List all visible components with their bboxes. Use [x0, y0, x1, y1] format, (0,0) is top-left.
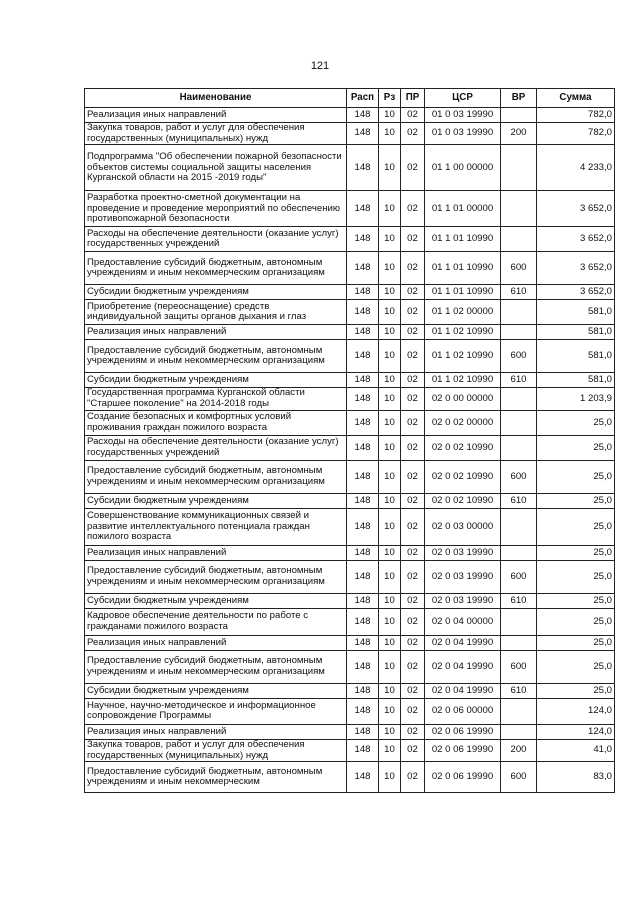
row-pr: 02	[401, 373, 425, 388]
table-row	[85, 435, 615, 460]
row-pr: 02	[401, 683, 425, 698]
row-pr: 02	[401, 123, 425, 145]
header-row	[85, 89, 615, 108]
table-row	[85, 635, 615, 650]
row-csr: 02 0 03 00000	[425, 508, 501, 545]
table-row	[85, 300, 615, 325]
row-pr: 02	[401, 410, 425, 435]
row-name: Реализация иных направлений	[85, 635, 347, 650]
row-pr: 02	[401, 493, 425, 508]
row-name: Реализация иных направлений	[85, 724, 347, 739]
row-rz: 10	[379, 560, 401, 593]
row-csr: 02 0 02 10990	[425, 460, 501, 493]
row-csr: 01 1 02 00000	[425, 300, 501, 325]
row-name: Реализация иных направлений	[85, 545, 347, 560]
row-rasp: 148	[347, 191, 379, 227]
row-pr: 02	[401, 739, 425, 761]
row-vr	[501, 388, 537, 410]
table-row	[85, 410, 615, 435]
row-rasp: 148	[347, 739, 379, 761]
row-pr: 02	[401, 300, 425, 325]
row-pr: 02	[401, 724, 425, 739]
row-name: Разработка проектно-сметной документации на проведение и проведение мероприятий по обеспечению противопожарной безопасности	[85, 191, 347, 227]
row-csr: 02 0 06 19990	[425, 739, 501, 761]
table-row	[85, 285, 615, 300]
row-name: Предоставление субсидий бюджетным, автономным учреждениям и иным некоммерческим организациям	[85, 650, 347, 683]
row-csr: 02 0 00 00000	[425, 388, 501, 410]
row-csr: 02 0 04 19990	[425, 650, 501, 683]
row-rasp: 148	[347, 493, 379, 508]
row-vr: 610	[501, 285, 537, 300]
row-pr: 02	[401, 252, 425, 285]
row-rz: 10	[379, 635, 401, 650]
row-csr: 01 1 00 00000	[425, 145, 501, 191]
row-vr: 600	[501, 560, 537, 593]
row-rasp: 148	[347, 762, 379, 793]
row-vr	[501, 108, 537, 123]
row-sum: 3 652,0	[537, 227, 615, 252]
row-rz: 10	[379, 593, 401, 608]
row-rasp: 148	[347, 435, 379, 460]
row-vr: 610	[501, 593, 537, 608]
table-row	[85, 191, 615, 227]
row-name: Реализация иных направлений	[85, 108, 347, 123]
row-csr: 01 1 01 10990	[425, 227, 501, 252]
page-number: 121	[310, 60, 330, 72]
row-sum: 25,0	[537, 435, 615, 460]
table-row	[85, 650, 615, 683]
row-pr: 02	[401, 227, 425, 252]
row-vr	[501, 191, 537, 227]
table-row	[85, 508, 615, 545]
row-sum: 581,0	[537, 325, 615, 340]
table-row	[85, 593, 615, 608]
table-row	[85, 698, 615, 724]
row-rz: 10	[379, 373, 401, 388]
table-row	[85, 123, 615, 145]
table-row	[85, 340, 615, 373]
table-row	[85, 762, 615, 793]
row-name: Субсидии бюджетным учреждениям	[85, 593, 347, 608]
row-sum: 782,0	[537, 123, 615, 145]
row-name: Научное, научно-методическое и информационное сопровождение Программы	[85, 698, 347, 724]
row-pr: 02	[401, 145, 425, 191]
row-rz: 10	[379, 608, 401, 635]
row-rasp: 148	[347, 123, 379, 145]
row-rz: 10	[379, 145, 401, 191]
row-pr: 02	[401, 191, 425, 227]
row-sum: 581,0	[537, 300, 615, 325]
table-row	[85, 724, 615, 739]
row-vr: 200	[501, 739, 537, 761]
row-vr	[501, 300, 537, 325]
row-vr	[501, 508, 537, 545]
row-rasp: 148	[347, 508, 379, 545]
row-sum: 581,0	[537, 340, 615, 373]
row-rz: 10	[379, 123, 401, 145]
row-name: Субсидии бюджетным учреждениям	[85, 285, 347, 300]
row-vr: 600	[501, 460, 537, 493]
row-sum: 782,0	[537, 108, 615, 123]
row-vr: 600	[501, 252, 537, 285]
row-sum: 3 652,0	[537, 285, 615, 300]
row-rasp: 148	[347, 560, 379, 593]
row-vr: 610	[501, 373, 537, 388]
row-csr: 02 0 06 19990	[425, 724, 501, 739]
row-csr: 01 1 01 10990	[425, 285, 501, 300]
row-name: Закупка товаров, работ и услуг для обеспечения государственных (муниципальных) нужд	[85, 739, 347, 761]
row-rasp: 148	[347, 635, 379, 650]
row-csr: 02 0 03 19990	[425, 560, 501, 593]
table-row	[85, 373, 615, 388]
row-pr: 02	[401, 108, 425, 123]
row-csr: 02 0 06 00000	[425, 698, 501, 724]
row-name: Предоставление субсидий бюджетным, автономным учреждениям и иным некоммерческим	[85, 762, 347, 793]
row-sum: 4 233,0	[537, 145, 615, 191]
row-csr: 02 0 03 19990	[425, 545, 501, 560]
row-rz: 10	[379, 252, 401, 285]
row-rz: 10	[379, 191, 401, 227]
row-vr	[501, 325, 537, 340]
row-rasp: 148	[347, 724, 379, 739]
row-rz: 10	[379, 739, 401, 761]
row-sum: 25,0	[537, 460, 615, 493]
header-csr: ЦСР	[425, 89, 501, 108]
row-csr: 01 1 01 00000	[425, 191, 501, 227]
header-sum: Сумма	[537, 89, 615, 108]
row-sum: 25,0	[537, 410, 615, 435]
row-pr: 02	[401, 508, 425, 545]
row-pr: 02	[401, 698, 425, 724]
row-rasp: 148	[347, 388, 379, 410]
row-rasp: 148	[347, 593, 379, 608]
row-name: Совершенствование коммуникационных связей и развитие интеллектуального потенциала граждан пожилого возраста	[85, 508, 347, 545]
row-name: Создание безопасных и комфортных условий проживания граждан пожилого возраста	[85, 410, 347, 435]
row-rasp: 148	[347, 545, 379, 560]
row-vr	[501, 435, 537, 460]
row-rasp: 148	[347, 698, 379, 724]
row-vr	[501, 545, 537, 560]
row-rz: 10	[379, 227, 401, 252]
row-name: Расходы на обеспечение деятельности (оказание услуг) государственных учреждений	[85, 227, 347, 252]
row-vr: 600	[501, 650, 537, 683]
row-rasp: 148	[347, 373, 379, 388]
row-rz: 10	[379, 108, 401, 123]
row-csr: 01 1 02 10990	[425, 373, 501, 388]
row-sum: 25,0	[537, 560, 615, 593]
row-sum: 25,0	[537, 683, 615, 698]
row-rasp: 148	[347, 410, 379, 435]
table-body	[85, 108, 615, 793]
row-name: Предоставление субсидий бюджетным, автономным учреждениям и иным некоммерческим организациям	[85, 560, 347, 593]
row-pr: 02	[401, 762, 425, 793]
row-sum: 1 203,9	[537, 388, 615, 410]
row-sum: 41,0	[537, 739, 615, 761]
row-pr: 02	[401, 545, 425, 560]
row-name: Предоставление субсидий бюджетным, автономным учреждениям и иным некоммерческим организациям	[85, 252, 347, 285]
row-rasp: 148	[347, 683, 379, 698]
row-vr	[501, 608, 537, 635]
table-header	[85, 89, 615, 108]
row-rz: 10	[379, 493, 401, 508]
row-sum: 25,0	[537, 545, 615, 560]
row-vr	[501, 410, 537, 435]
row-rasp: 148	[347, 300, 379, 325]
row-csr: 02 0 03 19990	[425, 593, 501, 608]
row-rz: 10	[379, 724, 401, 739]
row-sum: 3 652,0	[537, 252, 615, 285]
header-pr: ПР	[401, 89, 425, 108]
row-rasp: 148	[347, 108, 379, 123]
row-rasp: 148	[347, 650, 379, 683]
row-vr	[501, 145, 537, 191]
header-rz: Рз	[379, 89, 401, 108]
row-name: Приобретение (переоснащение) средств индивидуальной защиты органов дыхания и глаз	[85, 300, 347, 325]
row-name: Предоставление субсидий бюджетным, автономным учреждениям и иным некоммерческим организациям	[85, 340, 347, 373]
row-rz: 10	[379, 698, 401, 724]
row-vr: 200	[501, 123, 537, 145]
row-vr	[501, 227, 537, 252]
row-rasp: 148	[347, 227, 379, 252]
row-sum: 25,0	[537, 650, 615, 683]
row-rz: 10	[379, 435, 401, 460]
table-row	[85, 683, 615, 698]
row-rasp: 148	[347, 608, 379, 635]
row-rz: 10	[379, 410, 401, 435]
row-pr: 02	[401, 635, 425, 650]
table-row	[85, 460, 615, 493]
row-vr	[501, 635, 537, 650]
row-csr: 01 1 01 10990	[425, 252, 501, 285]
row-rz: 10	[379, 460, 401, 493]
row-vr: 600	[501, 340, 537, 373]
row-sum: 124,0	[537, 698, 615, 724]
row-rz: 10	[379, 285, 401, 300]
row-name: Кадровое обеспечение деятельности по работе с гражданами пожилого возраста	[85, 608, 347, 635]
row-name: Субсидии бюджетным учреждениям	[85, 683, 347, 698]
row-rz: 10	[379, 762, 401, 793]
row-sum: 25,0	[537, 635, 615, 650]
row-sum: 581,0	[537, 373, 615, 388]
row-csr: 02 0 06 19990	[425, 762, 501, 793]
row-pr: 02	[401, 650, 425, 683]
table-row	[85, 108, 615, 123]
header-rasp: Расп	[347, 89, 379, 108]
table-row	[85, 145, 615, 191]
row-rz: 10	[379, 300, 401, 325]
row-rasp: 148	[347, 252, 379, 285]
row-pr: 02	[401, 285, 425, 300]
row-sum: 83,0	[537, 762, 615, 793]
row-rz: 10	[379, 325, 401, 340]
row-vr: 610	[501, 683, 537, 698]
row-name: Предоставление субсидий бюджетным, автономным учреждениям и иным некоммерческим организациям	[85, 460, 347, 493]
table-row	[85, 227, 615, 252]
row-name: Государственная программа Курганской области "Старшее поколение" на 2014-2018 годы	[85, 388, 347, 410]
row-csr: 01 0 03 19990	[425, 123, 501, 145]
row-vr: 600	[501, 762, 537, 793]
row-csr: 02 0 02 10990	[425, 435, 501, 460]
row-pr: 02	[401, 388, 425, 410]
row-pr: 02	[401, 593, 425, 608]
table-row	[85, 608, 615, 635]
row-pr: 02	[401, 560, 425, 593]
row-rasp: 148	[347, 145, 379, 191]
header-vr: ВР	[501, 89, 537, 108]
header-name: Наименование	[85, 89, 347, 108]
row-sum: 25,0	[537, 593, 615, 608]
row-pr: 02	[401, 460, 425, 493]
table-row	[85, 252, 615, 285]
row-name: Подпрограмма "Об обеспечении пожарной безопасности объектов системы социальной защиты населения Курганской области на 2015 -2019 годы"	[85, 145, 347, 191]
row-name: Расходы на обеспечение деятельности (оказание услуг) государственных учреждений	[85, 435, 347, 460]
row-name: Субсидии бюджетным учреждениям	[85, 493, 347, 508]
row-csr: 01 1 02 10990	[425, 340, 501, 373]
row-name: Закупка товаров, работ и услуг для обеспечения государственных (муниципальных) нужд	[85, 123, 347, 145]
row-csr: 01 1 02 10990	[425, 325, 501, 340]
row-name: Реализация иных направлений	[85, 325, 347, 340]
row-rasp: 148	[347, 325, 379, 340]
row-vr	[501, 724, 537, 739]
table-row	[85, 388, 615, 410]
row-csr: 01 0 03 19990	[425, 108, 501, 123]
table-row	[85, 545, 615, 560]
row-rz: 10	[379, 388, 401, 410]
budget-table	[84, 88, 615, 793]
table-row	[85, 739, 615, 761]
row-rz: 10	[379, 650, 401, 683]
row-vr: 610	[501, 493, 537, 508]
row-rz: 10	[379, 683, 401, 698]
row-csr: 02 0 04 19990	[425, 635, 501, 650]
row-pr: 02	[401, 435, 425, 460]
row-rasp: 148	[347, 285, 379, 300]
row-rz: 10	[379, 545, 401, 560]
row-pr: 02	[401, 340, 425, 373]
table-row	[85, 493, 615, 508]
row-sum: 3 652,0	[537, 191, 615, 227]
row-pr: 02	[401, 608, 425, 635]
row-rasp: 148	[347, 340, 379, 373]
row-vr	[501, 698, 537, 724]
table-row	[85, 325, 615, 340]
table-row	[85, 560, 615, 593]
row-csr: 02 0 04 19990	[425, 683, 501, 698]
row-sum: 25,0	[537, 493, 615, 508]
row-name: Субсидии бюджетным учреждениям	[85, 373, 347, 388]
row-csr: 02 0 02 00000	[425, 410, 501, 435]
row-csr: 02 0 04 00000	[425, 608, 501, 635]
row-rasp: 148	[347, 460, 379, 493]
row-rz: 10	[379, 508, 401, 545]
row-sum: 25,0	[537, 608, 615, 635]
row-rz: 10	[379, 340, 401, 373]
row-sum: 25,0	[537, 508, 615, 545]
row-csr: 02 0 02 10990	[425, 493, 501, 508]
row-sum: 124,0	[537, 724, 615, 739]
row-pr: 02	[401, 325, 425, 340]
